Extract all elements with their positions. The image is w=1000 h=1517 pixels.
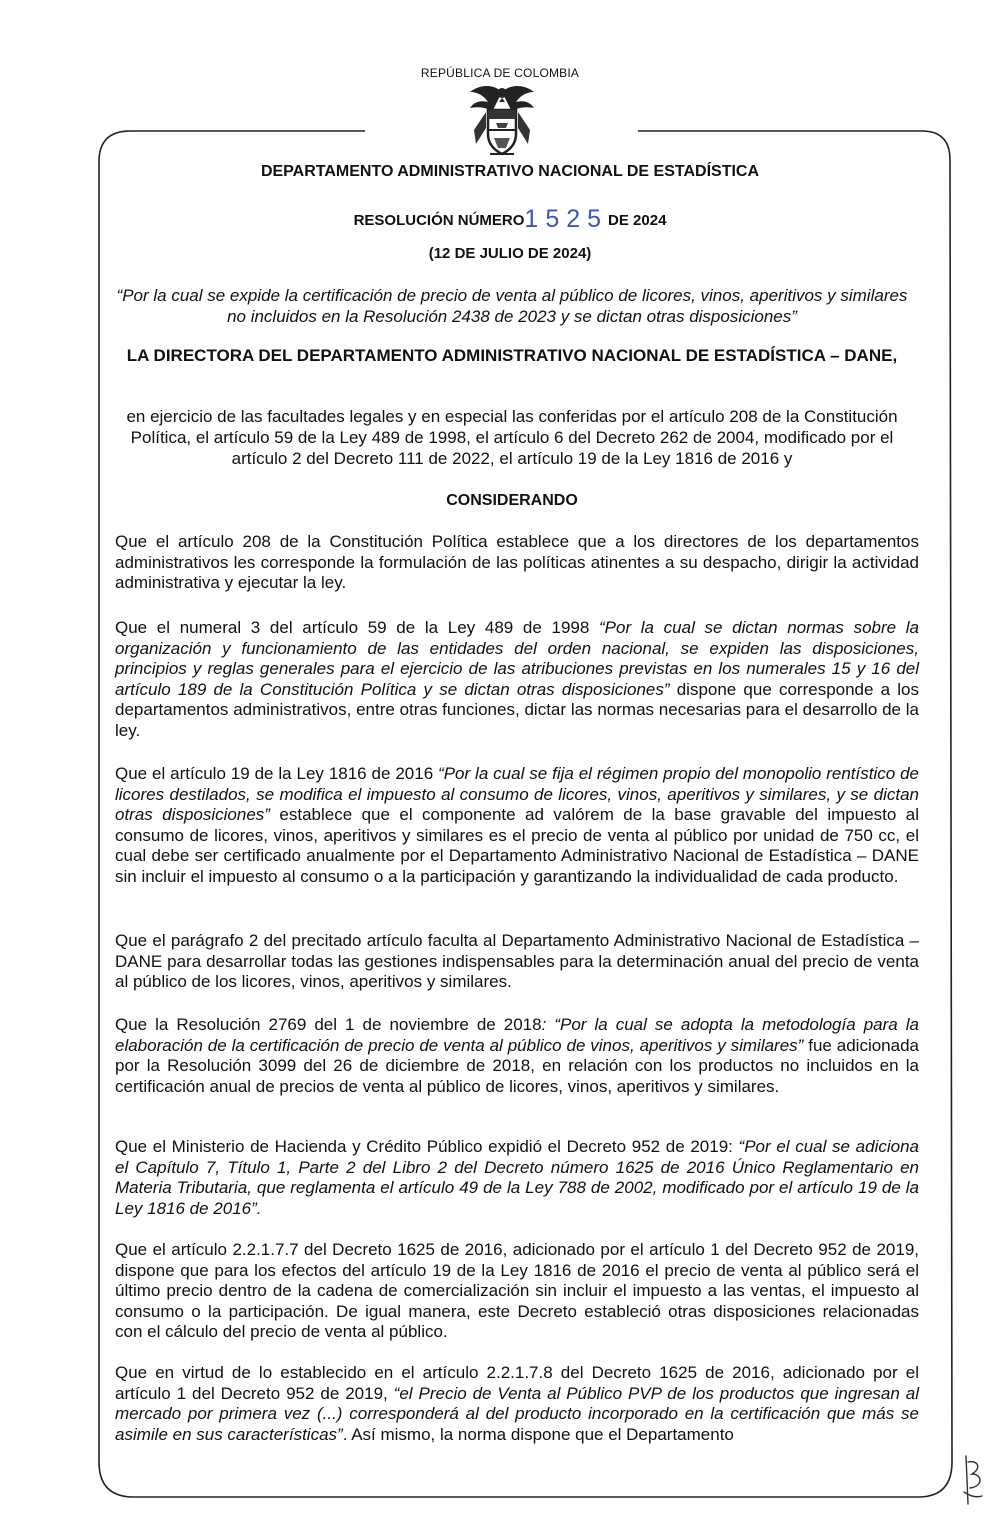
country-heading: REPÚBLICA DE COLOMBIA xyxy=(420,66,580,80)
resolution-suffix: DE 2024 xyxy=(608,212,667,229)
resolution-prefix: RESOLUCIÓN NÚMERO xyxy=(353,212,525,229)
paragraph xyxy=(115,764,919,887)
considering-heading: CONSIDERANDO xyxy=(446,492,578,509)
resolution-date: (12 DE JULIO DE 2024) xyxy=(428,245,592,262)
quoted-title: “Por la cual se fija el régimen propio del monopolio rentístico de licores destilados, se modifica el impuesto al consumo de licores, vinos, aperitivos y similares, y se dictan otras disposiciones” xyxy=(115,764,919,824)
paragraph-text: Que en virtud de lo establecido en el artículo 2.2.1.7.8 del Decreto 1625 de 2016, adicionado por el artículo 1 del Decreto 952 de 2019, xyxy=(115,1363,919,1403)
paragraph xyxy=(115,1137,919,1219)
paragraph xyxy=(115,1015,919,1097)
resolution-number: 1525 xyxy=(524,205,609,233)
quoted-text: “el Precio de Venta al Público PVP de los productos que ingresan al mercado por primera vez (...) corresponderá al del producto incorporado en la certificación que más se asimile en sus características” xyxy=(115,1383,919,1444)
quoted-title: “Por la cual se dictan normas sobre la organización y funcionamiento de las entidades del orden nacional, se expiden las disposiciones, principios y reglas generales para el ejercicio de las atribuciones previstas en los numerales 15 y 16 del artículo 189 de la Constitución Política y se dictan otras disposiciones” xyxy=(115,618,919,699)
quoted-title: “Por el cual se adiciona el Capítulo 7, Título 1, Parte 2 del Libro 2 del Decreto número 1625 de 2016 Único Reglamentario en Materia Tributaria, que reglamenta el artículo 49 de la Ley 788 de 2002, modificado por el artículo 19 de la Ley 1816 de 2016”. xyxy=(115,1137,919,1218)
quoted-title: : “Por la cual se adopta la metodología para la elaboración de la certificación de precio de venta al público de vinos, aperitivos y similares” xyxy=(115,1015,919,1055)
resolution-subject: “Por la cual se expide la certificación de precio de venta al público de licores, vinos, aperitivos y similares no incluidos en la Resolución 2438 de 2023 y se dictan otras disposiciones” xyxy=(116,286,908,326)
paragraph: Que el parágrafo 2 del precitado artículo faculta al Departamento Administrativo Nacional de Estadística – DANE para desarrollar todas las gestiones indispensables para la determinación anual del precio de venta al público de los licores, vinos, aperitivos y similares. xyxy=(115,931,919,991)
paragraph-text: Que el Ministerio de Hacienda y Crédito Público expidió el Decreto 952 de 2019: xyxy=(115,1137,739,1156)
paragraph xyxy=(115,618,919,741)
director-title: LA DIRECTORA DEL DEPARTAMENTO ADMINISTRATIVO NACIONAL DE ESTADÍSTICA – DANE, xyxy=(126,346,898,365)
paragraph-text: . Así mismo, la norma dispone que el Departamento xyxy=(342,1424,734,1444)
handwritten-initials-icon xyxy=(958,1452,988,1508)
paragraph-text: Que el artículo 19 de la Ley 1816 de 2016 xyxy=(115,764,439,783)
paragraph-text: Que la Resolución 2769 del 1 de noviembre de 2018 xyxy=(115,1015,542,1034)
agency-title: DEPARTAMENTO ADMINISTRATIVO NACIONAL DE ESTADÍSTICA xyxy=(260,163,760,180)
paragraph-text: establece que el componente ad valórem de la base gravable del impuesto al consumo de licores, vinos, aperitivos y similares es el precio de venta al público por unidad de 750 cc, el cual debe ser certificado anualmente por el Departamento Administrativo Nacional de Estadística – DANE sin incluir el impuesto al consumo o a la participación y garantizando la individualidad de cada producto. xyxy=(115,805,919,886)
paragraph-text: dispone que corresponde a los departamentos administrativos, entre otras funciones, dictar las normas necesarias para el desarrollo de la ley. xyxy=(115,679,919,740)
paragraph xyxy=(115,1363,919,1445)
paragraph-text: Que el numeral 3 del artículo 59 de la Ley 489 de 1998 xyxy=(115,618,599,637)
paragraph: Que el artículo 208 de la Constitución Política establece que a los directores de los departamentos administrativos les corresponde la formulación de las políticas atinentes a su despacho, dirigir la actividad administrativa y ejecutar la ley. xyxy=(115,532,919,592)
resolution-heading xyxy=(110,203,910,232)
paragraph: Que el artículo 2.2.1.7.7 del Decreto 1625 de 2016, adicionado por el artículo 1 del Decreto 952 de 2019, dispone que para los efectos del artículo 19 de la Ley 1816 de 2016 el precio de venta al público será el último precio dentro de la cadena de comercialización sin incluir el impuesto a las ventas, el impuesto al consumo o la participación. De igual manera, este Decreto estableció otras disposiciones relacionadas con el cálculo del precio de venta al público. xyxy=(115,1240,919,1341)
legal-powers-text: en ejercicio de las facultades legales y en especial las conferidas por el artículo 208 de la Constitución Política, el artículo 59 de la Ley 489 de 1998, el artículo 6 del Decreto 262 de 2004, modificado por el artículo 2 del Decreto 111 de 2022, el artículo 19 de la Ley 1816 de 2016 y xyxy=(126,407,898,468)
paragraph-text: fue adicionada por la Resolución 3099 del 26 de diciembre de 2018, en relación con los productos no incluidos en la certificación anual de precios de venta al público de licores, vinos, aperitivos y similares. xyxy=(115,1035,919,1096)
